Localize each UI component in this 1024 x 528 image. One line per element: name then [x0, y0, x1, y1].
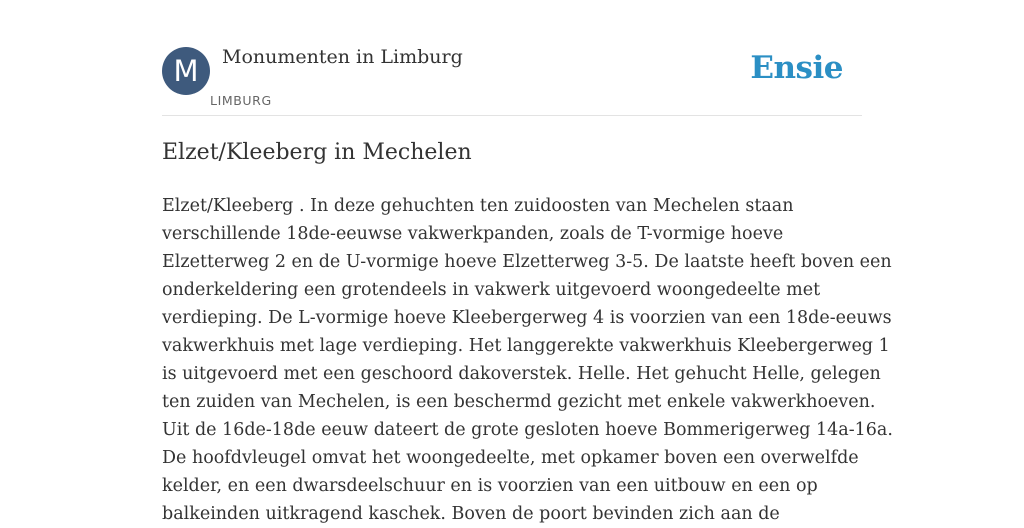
article-body-line: ten zuiden van Mechelen, is een beschermd gezicht met enkele vakwerkhoeven.	[162, 392, 876, 412]
category-label[interactable]: LIMBURG	[210, 93, 272, 108]
article-body-line: kelder, en een dwarsdeelschuur en is voorzien van een uitbouw en een op	[162, 476, 818, 496]
page-header	[162, 46, 862, 116]
brand-logo[interactable]: Ensie	[750, 50, 843, 86]
article-body-line: onderkeldering een grotendeels in vakwerk uitgevoerd woongedeelte met	[162, 280, 821, 300]
article-body-line: Elzet/Kleeberg . In deze gehuchten ten zuidoosten van Mechelen staan	[162, 196, 794, 216]
article-body-line: Elzetterweg 2 en de U-vormige hoeve Elzetterweg 3-5. De laatste heeft boven een	[162, 252, 892, 272]
article-body-line: verdieping. De L-vormige hoeve Kleebergerweg 4 is voorzien van een 18de-eeuws	[162, 308, 892, 328]
article-body-line: is uitgevoerd met een geschoord dakoverstek. Helle. Het gehucht Helle, gelegen	[162, 364, 881, 384]
article-title: Elzet/Kleeberg in Mechelen	[162, 140, 472, 165]
article-body-line: Uit de 16de-18de eeuw dateert de grote gesloten hoeve Bommerigerweg 14a-16a.	[162, 420, 893, 440]
article-body	[162, 192, 893, 528]
article-body-line: balkeinden uitkragend kaschek. Boven de poort bevinden zich aan de	[162, 504, 780, 524]
article-body-line: De hoofdvleugel omvat het woongedeelte, met opkamer boven een overwelfde	[162, 448, 859, 468]
article-body-line: vakwerkhuis met lage verdieping. Het langgerekte vakwerkhuis Kleebergerweg 1	[162, 336, 890, 356]
avatar[interactable]: M	[162, 47, 210, 95]
article-body-line: verschillende 18de-eeuwse vakwerkpanden, zoals de T-vormige hoeve	[162, 224, 784, 244]
header-divider	[162, 115, 862, 116]
site-title[interactable]: Monumenten in Limburg	[222, 46, 463, 68]
